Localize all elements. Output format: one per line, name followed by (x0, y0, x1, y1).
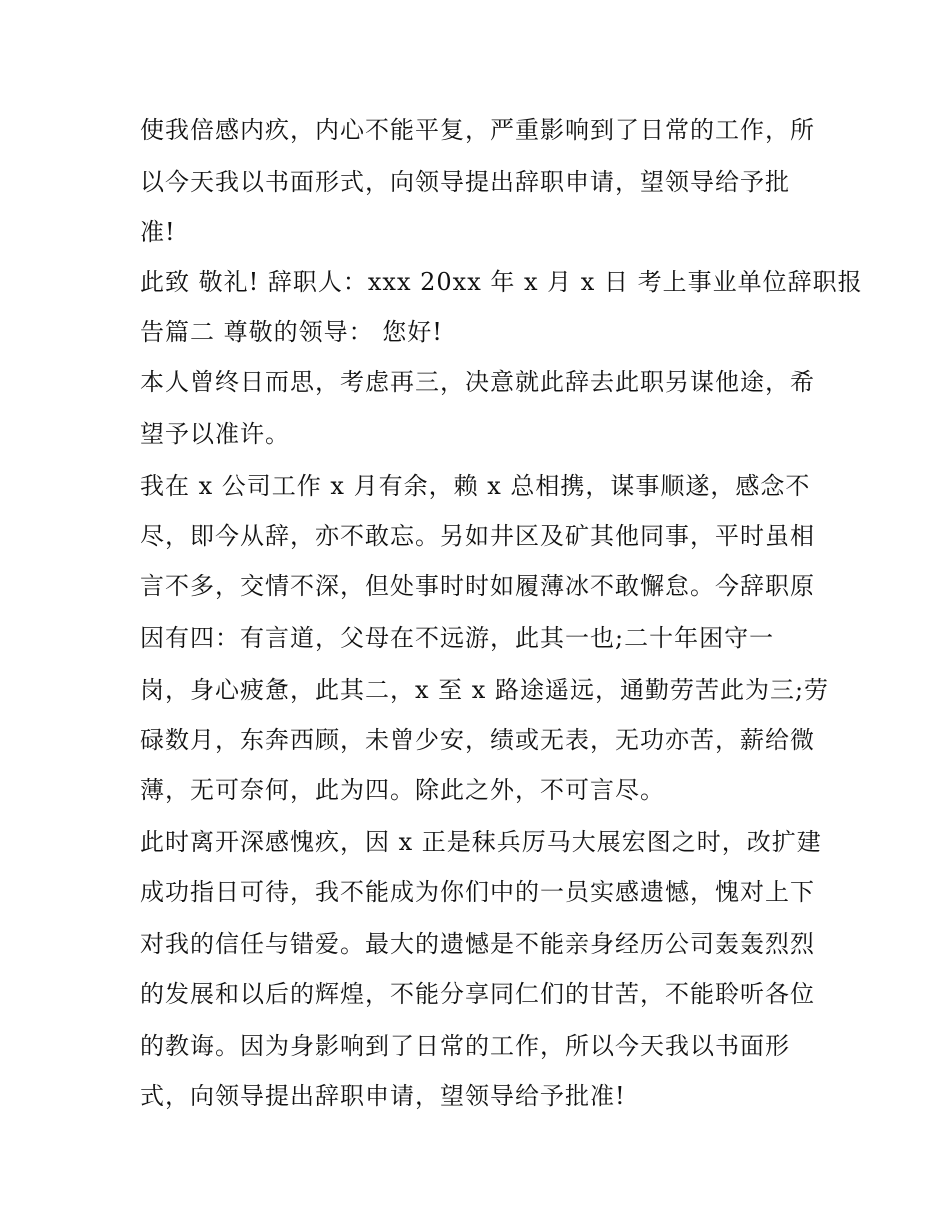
text-line: 此致 敬礼! 辞职人：xxx 20xx 年 x 月 x 日 考上事业单位辞职报 (140, 268, 863, 296)
text-line: 薄，无可奈何，此为四。除此之外，不可言尽。 (140, 776, 665, 804)
text-line: 本人曾终日而思，考虑再三，决意就此辞去此职另谋他途，希 (140, 368, 815, 396)
text-line: 岗，身心疲惫，此其二，x 至 x 路途遥远，通勤劳苦此为三;劳 (140, 676, 830, 704)
text-line: 对我的信任与错爱。最大的遗憾是不能亲身经历公司轰轰烈烈 (140, 930, 815, 958)
text-line: 成功指日可待，我不能成为你们中的一员实感遗憾，愧对上下 (140, 878, 815, 906)
text-line: 碌数月，东奔西顾，未曾少安，绩或无表，无功亦苦，薪给微 (140, 726, 815, 754)
text-line: 告篇二 尊敬的领导： 您好! (140, 318, 443, 346)
text-line: 言不多，交情不深，但处事时时如履薄冰不敢懈怠。今辞职原 (140, 572, 815, 600)
text-line: 准! (140, 218, 176, 246)
text-line: 因有四：有言道，父母在不远游，此其一也;二十年困守一 (140, 624, 775, 652)
text-line: 使我倍感内疚，内心不能平复，严重影响到了日常的工作，所 (140, 116, 815, 144)
text-line: 的教诲。因为身影响到了日常的工作，所以今天我以书面形 (140, 1032, 790, 1060)
text-line: 的发展和以后的辉煌，不能分享同仁们的甘苦，不能聆听各位 (140, 980, 815, 1008)
text-line: 望予以准许。 (140, 420, 290, 448)
text-line: 此时离开深感愧疚，因 x 正是秣兵厉马大展宏图之时，改扩建 (140, 828, 822, 856)
text-line: 以今天我以书面形式，向领导提出辞职申请，望领导给予批 (140, 168, 790, 196)
text-line: 尽，即今从辞，亦不敢忘。另如井区及矿其他同事，平时虽相 (140, 522, 815, 550)
text-line: 式，向领导提出辞职申请，望领导给予批准! (140, 1082, 626, 1110)
text-line: 我在 x 公司工作 x 月有余，赖 x 总相携，谋事顺遂，感念不 (140, 472, 811, 500)
